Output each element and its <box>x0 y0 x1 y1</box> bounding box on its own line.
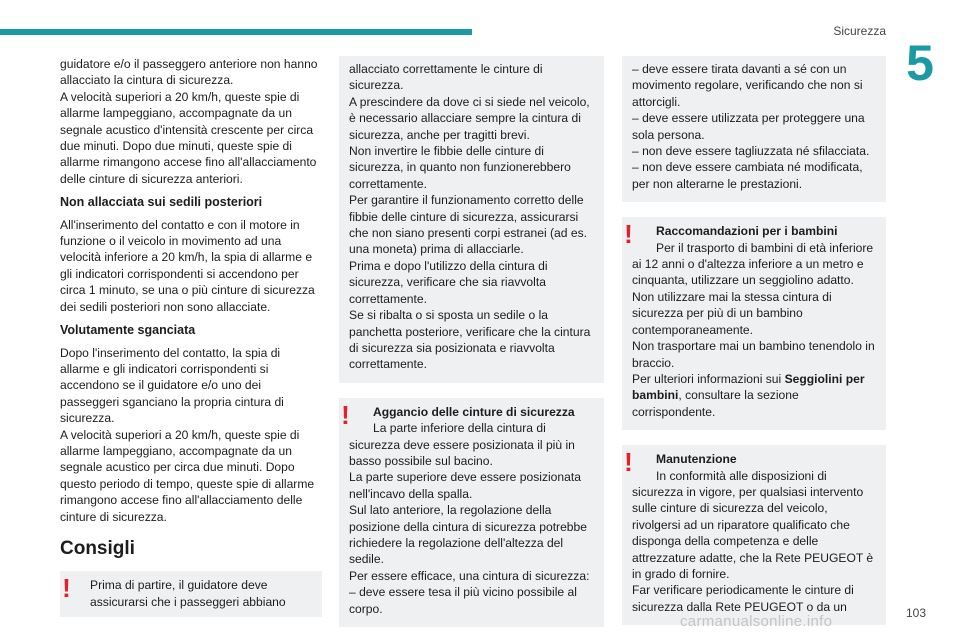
intro-paragraph: guidatore e/o il passeggero anteriore non hanno allacciato la cintura di sicurezza. A velocità superiori a 20 km/h, queste spie di allarme lampeggiano, accompagnate da un segnale acustico d'intensità crescente per circa due minuti. Dopo due minuti, queste spie di allarme rimangono accese fino all'allacciamento delle cinture di sicurezza anteriori. <box>60 57 318 186</box>
page-number: 103 <box>905 606 926 620</box>
notice-box-maintenance <box>622 445 886 625</box>
unfastened-paragraph: Dopo l'inserimento del contatto, la spia di allarme e gli indicatori corrispondenti si accendono se il guidatore e/o uno dei passeggeri sganciano la propria cintura di sicurezza. A velocità superiori a 20 km/h, queste spie di allarme lampeggiano, accompagnate da un segnale acustico per circa due minuti. Dopo questo periodo di tempo, queste spie di allarme rimangono accese fino all'allacciamento delle cinture di sicurezza. <box>60 345 315 524</box>
notice-body: sicurezza in vigore, per qualsiasi intervento sulle cinture di sicurezza del veicolo, rivolgersi ad un riparatore qualificato che disponga della competenza e delle attrezzature adatte, che la Rete PEUGEOT è in grado di fornire. Far verificare periodicamente le cinture di sicurezza dalla Rete PEUGEOT o da un <box>632 484 874 614</box>
continued-box <box>339 56 604 383</box>
warning-icon: ! <box>624 447 633 478</box>
notice-first-line: Per il trasporto di bambini di età inferiore <box>656 240 874 255</box>
notice-title: Raccomandazioni per i bambini <box>656 224 838 239</box>
column-1 <box>60 56 322 617</box>
continued-text: allacciato correttamente le cinture di sicurezza. A prescindere da dove ci si siede nel veicolo, è necessario allacciare sempre la cintura di sicurezza, anche per tragitti brevi. Non invertire le fibbie delle cinture di sicurezza, in quanto non funzionerebbero correttamente. Per garantire il funzionamento corretto delle fibbie delle cinture di sicurezza, assicurarsi che non siano presenti corpi estranei (ad es. una moneta) prima di allacciarle. Prima e dopo l'utilizzo della cintura di sicurezza, verificare che sia riavvolta correttamente. Se si ribalta o si sposta un sedile o la panchetta posteriore, verificare che la cintura di sicurezza sia posizionata e riavvolta correttamente. <box>349 62 591 372</box>
column-2 <box>339 56 604 627</box>
heading-unfastened: Volutamente sganciata <box>60 323 196 338</box>
child-seats-link: Seggiolini per bambini <box>632 371 865 403</box>
watermark: carmanualsonline.info <box>680 613 833 630</box>
warning-icon: ! <box>341 399 350 430</box>
notice-text: Prima di partire, il guidatore deve assicurarsi che i passeggeri abbiano <box>90 578 286 609</box>
section-title: Sicurezza <box>833 24 886 38</box>
notice-title: Manutenzione <box>656 452 737 467</box>
column-3 <box>622 56 886 625</box>
notice-first-line: In conformità alle disposizioni di <box>656 468 827 483</box>
header-rule <box>0 29 472 35</box>
notice-body-end: , consultare la sezione corrispondente. <box>632 388 799 419</box>
notice-body <box>632 256 876 420</box>
notice-box-fastening <box>339 398 604 627</box>
notice-body: sicurezza deve essere posizionata il più in basso possibile sul bacino. La parte superiore deve essere posizionata nell'incavo della spalla. Sul lato anteriore, la regolazione della posizione della cintura di sicurezza potrebbe richiedere la regolazione dell'altezza del sedile. Per essere efficace, una cintura di sicurezza: – deve essere tesa il più vicino possibile al corpo. <box>349 437 590 616</box>
notice-title: Aggancio delle cinture di sicurezza <box>373 404 575 419</box>
notice-box-children <box>622 217 886 430</box>
notice-first-line: La parte inferiore della cintura di <box>373 421 546 436</box>
continued-box <box>622 56 886 202</box>
notice-body-text: ai 12 anni o d'altezza inferiore a un metro e cinquanta, utilizzare un seggiolino adatto. Non utilizzare mai la stessa cintura di sicurezza per più di un bambino contemporaneamente. Non trasportare mai un bambino tenendolo in braccio. Per ulteriori informazioni sui <box>632 257 875 386</box>
chapter-number: 5 <box>906 35 934 91</box>
heading-rear-seats: Non allacciata sui sedili posteriori <box>60 195 263 210</box>
warning-icon: ! <box>62 573 71 604</box>
rear-seats-paragraph: All'inserimento del contatto e con il motore in funzione o il veicolo in movimento ad una velocità inferiore a 20 km/h, la spia di allarme e gli indicatori corrispondenti si accendono per circa 1 minuto, se una o più cinture di sicurezza dei sedili posteriori non sono allacciate. <box>60 217 315 314</box>
notice-box-advice <box>60 571 322 617</box>
continued-text: – deve essere tirata davanti a sé con un movimento regolare, verificando che non si attorcigli. – deve essere utilizzata per proteggere una sola persona. – non deve essere tagliuzzata né sfilacciata. – non deve essere cambiata né modificata, per non alterarne le prestazioni. <box>632 62 870 191</box>
warning-icon: ! <box>624 219 633 250</box>
heading-advice: Consigli <box>60 537 135 559</box>
